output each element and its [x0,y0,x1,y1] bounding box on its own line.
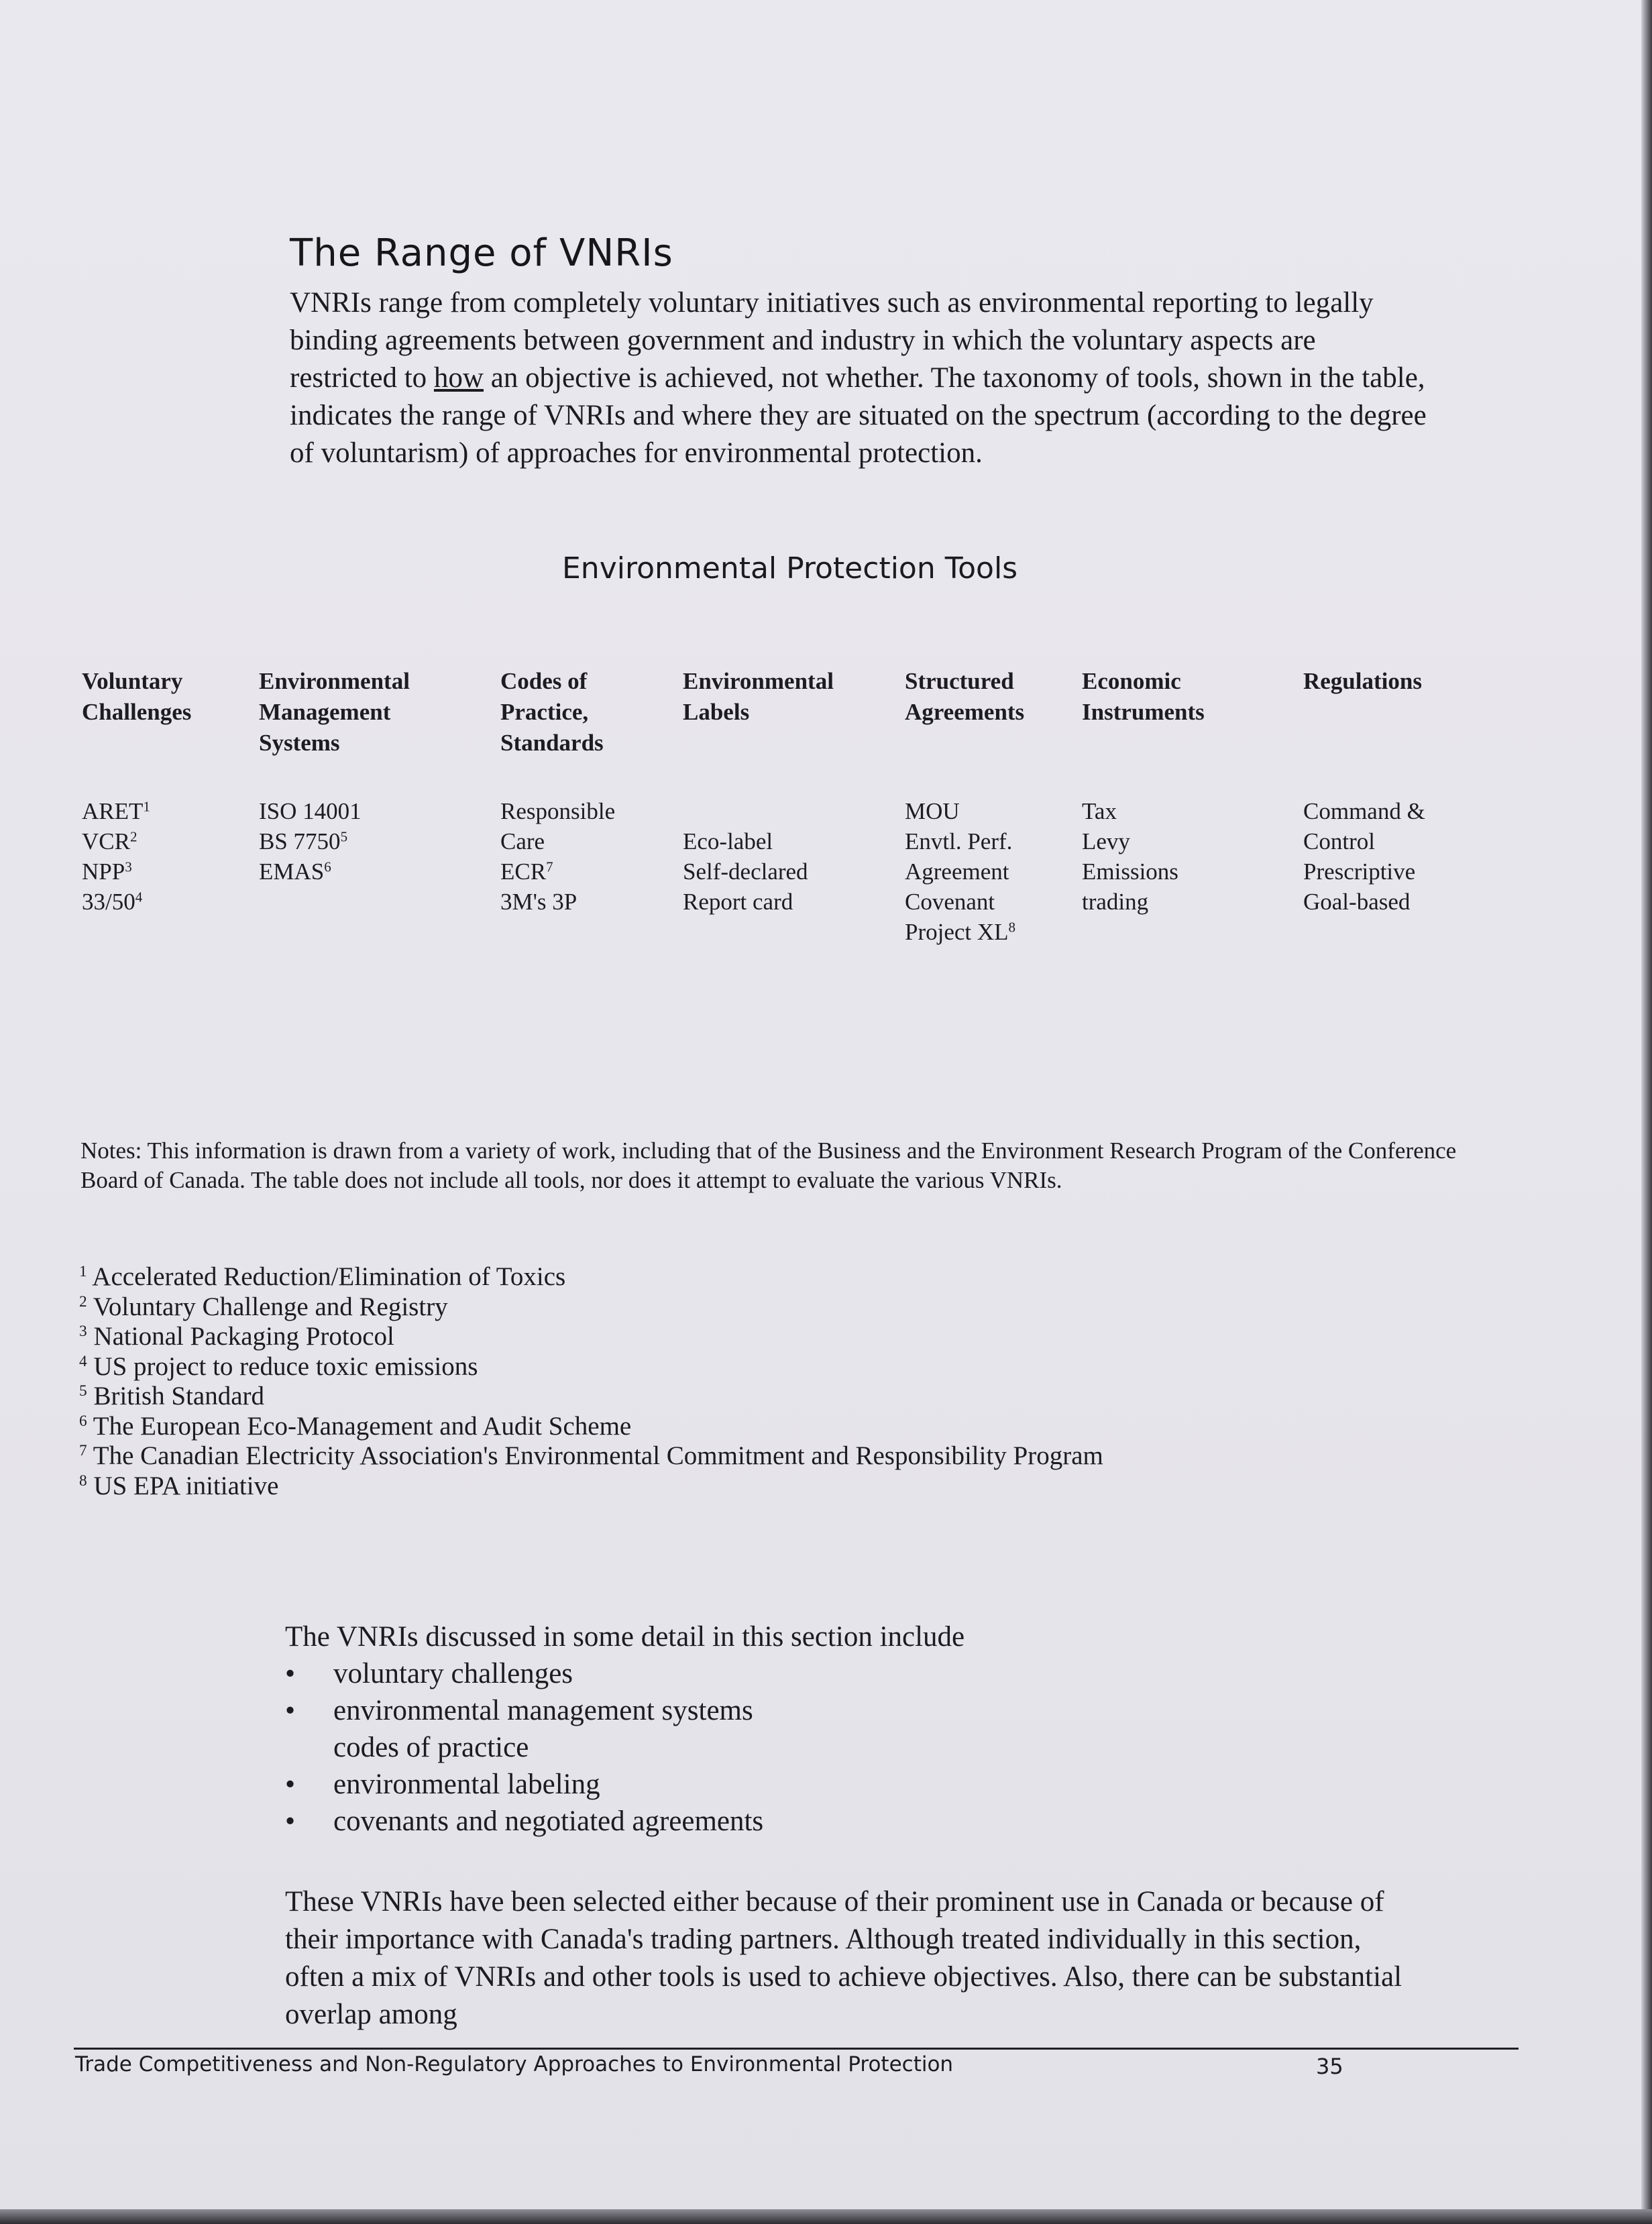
page-bottom-shadow [0,2209,1652,2224]
page-edge-shadow [1641,0,1652,2224]
table-header-codes-of-practice: Codes of Practice, Standards [500,668,604,756]
table-cell: Command & [1303,798,1425,824]
table-column-structured-agreements [905,796,1015,947]
table-cell: Report card [683,889,793,915]
closing-paragraph: These VNRIs have been selected either because of their prominent use in Canada or because of their importance with Canada's trading partners. Although treated individually in this section, often a mix of VNRIs and other tools is used to achieve objectives. Also, there can be substantial overlap among [285,1886,1402,2030]
table-column-voluntary-challenges [82,796,150,917]
table-header-environmental-management-systems: Environmental Management Systems [259,668,410,756]
footnote-item: $^5$ British Standard [79,1382,265,1410]
intro-underlined-word: how [433,362,484,394]
table-cell: MOU [905,798,960,824]
table-header-voluntary-challenges: Voluntary Challenges [82,668,192,725]
table-column-regulations [1303,796,1425,917]
table-header-environmental-labels: Environmental Labels [683,668,834,725]
table-cell: Control [1303,828,1375,854]
table-cell: NPP$^3$ [82,858,132,885]
list-item: • environmental labeling [285,1766,965,1803]
table-cell: Prescriptive [1303,858,1416,885]
table-cell: Self-declared [683,858,808,885]
table-cell: Goal-based [1303,889,1411,915]
bullet-icon: • [285,1658,296,1689]
table-cell: Covenant [905,889,995,915]
table-column-economic-instruments [1082,796,1178,917]
table-cell: Tax [1082,798,1117,824]
page-number: 35 [1316,2054,1343,2079]
footer-rule [74,2048,1519,2050]
table-cell: 3M's 3P [500,889,577,915]
list-item: • voluntary challenges [285,1655,965,1692]
list-item: • environmental management systems [285,1692,965,1729]
bullet-icon: • [285,1695,296,1726]
table-column-codes-of-practice [500,796,615,917]
list-item: codes of practice [333,1732,529,1763]
table-cell: Care [500,828,545,854]
footnote-item: $^8$ US EPA initiative [79,1471,279,1500]
table-notes: Notes: This information is drawn from a variety of work, including that of the Business and the Environment Research Program of the Conference Board of Canada. The table does not include all tools, nor does it attempt to evaluate the various VNRIs. [80,1137,1457,1193]
table-cell: $33/50^4$ [82,889,143,915]
section-heading: The Range of VNRIs [290,231,673,275]
table-cell: Agreement [905,858,1009,885]
table-cell: ISO 14001 [259,798,362,824]
footnote-item: $^7$ The Canadian Electricity Association's Environmental Commitment and Responsibility Program [79,1441,1103,1470]
table-cell: Envtl. Perf. [905,828,1013,854]
table-cell: trading [1082,889,1149,915]
table-header-regulations: Regulations [1303,668,1422,694]
bullet-icon: • [285,1805,296,1837]
table-cell: Levy [1082,828,1130,854]
table-cell: ARET$^1$ [82,798,150,824]
list-item: • covenants and negotiated agreements [285,1803,965,1840]
table-cell [683,796,808,826]
table-caption: Environmental Protection Tools [562,551,1018,586]
footer-title: Trade Competitiveness and Non-Regulatory Approaches to Environmental Protection [75,2052,954,2076]
footnote-item: $^3$ National Packaging Protocol [79,1322,394,1351]
table-cell: Emissions [1082,858,1178,885]
footnote-item: $^2$ Voluntary Challenge and Registry [79,1292,448,1321]
table-cell: EMAS$^6$ [259,858,331,885]
intro-text-end: an objective is achieved, not whether. The taxonomy of tools, shown in the table, indicates the range of VNRIs and where they are situated on the spectrum (according to the degree of voluntarism) of approaches for environmental protection. [290,362,1427,469]
table-cell: Responsible [500,798,616,824]
discussed-section [285,1618,965,1840]
table-cell: Eco-label [683,828,773,854]
table-header-economic-instruments: Economic Instruments [1082,668,1205,725]
table-cell: Project $XL^8$ [905,919,1016,945]
footnote-item: $^1$ Accelerated Reduction/Elimination of Toxics [79,1262,566,1291]
table-header-structured-agreements: Structured Agreements [905,668,1025,725]
table-cell: VCR$^2$ [82,828,137,854]
table-cell: BS 7750$^5$ [259,828,348,854]
footnote-item: $^6$ The European Eco-Management and Audit Scheme [79,1411,632,1441]
table-column-environmental-management-systems [259,796,362,887]
discussed-lead: The VNRIs discussed in some detail in this section include [285,1621,965,1653]
discussed-bullet-list [285,1655,965,1840]
table-column-environmental-labels [683,796,808,917]
footnotes-list [79,1262,1103,1501]
table-cell: ECR$^7$ [500,858,553,885]
intro-text-start: VNRIs range from completely voluntary initiatives such as environmental reporting to legally binding agreements between government and industry in which the voluntary aspects are restricted to [290,287,1374,394]
footnote-item: $^4$ US project to reduce toxic emissions [79,1351,478,1381]
bullet-icon: • [285,1769,296,1800]
intro-paragraph [290,284,1430,472]
